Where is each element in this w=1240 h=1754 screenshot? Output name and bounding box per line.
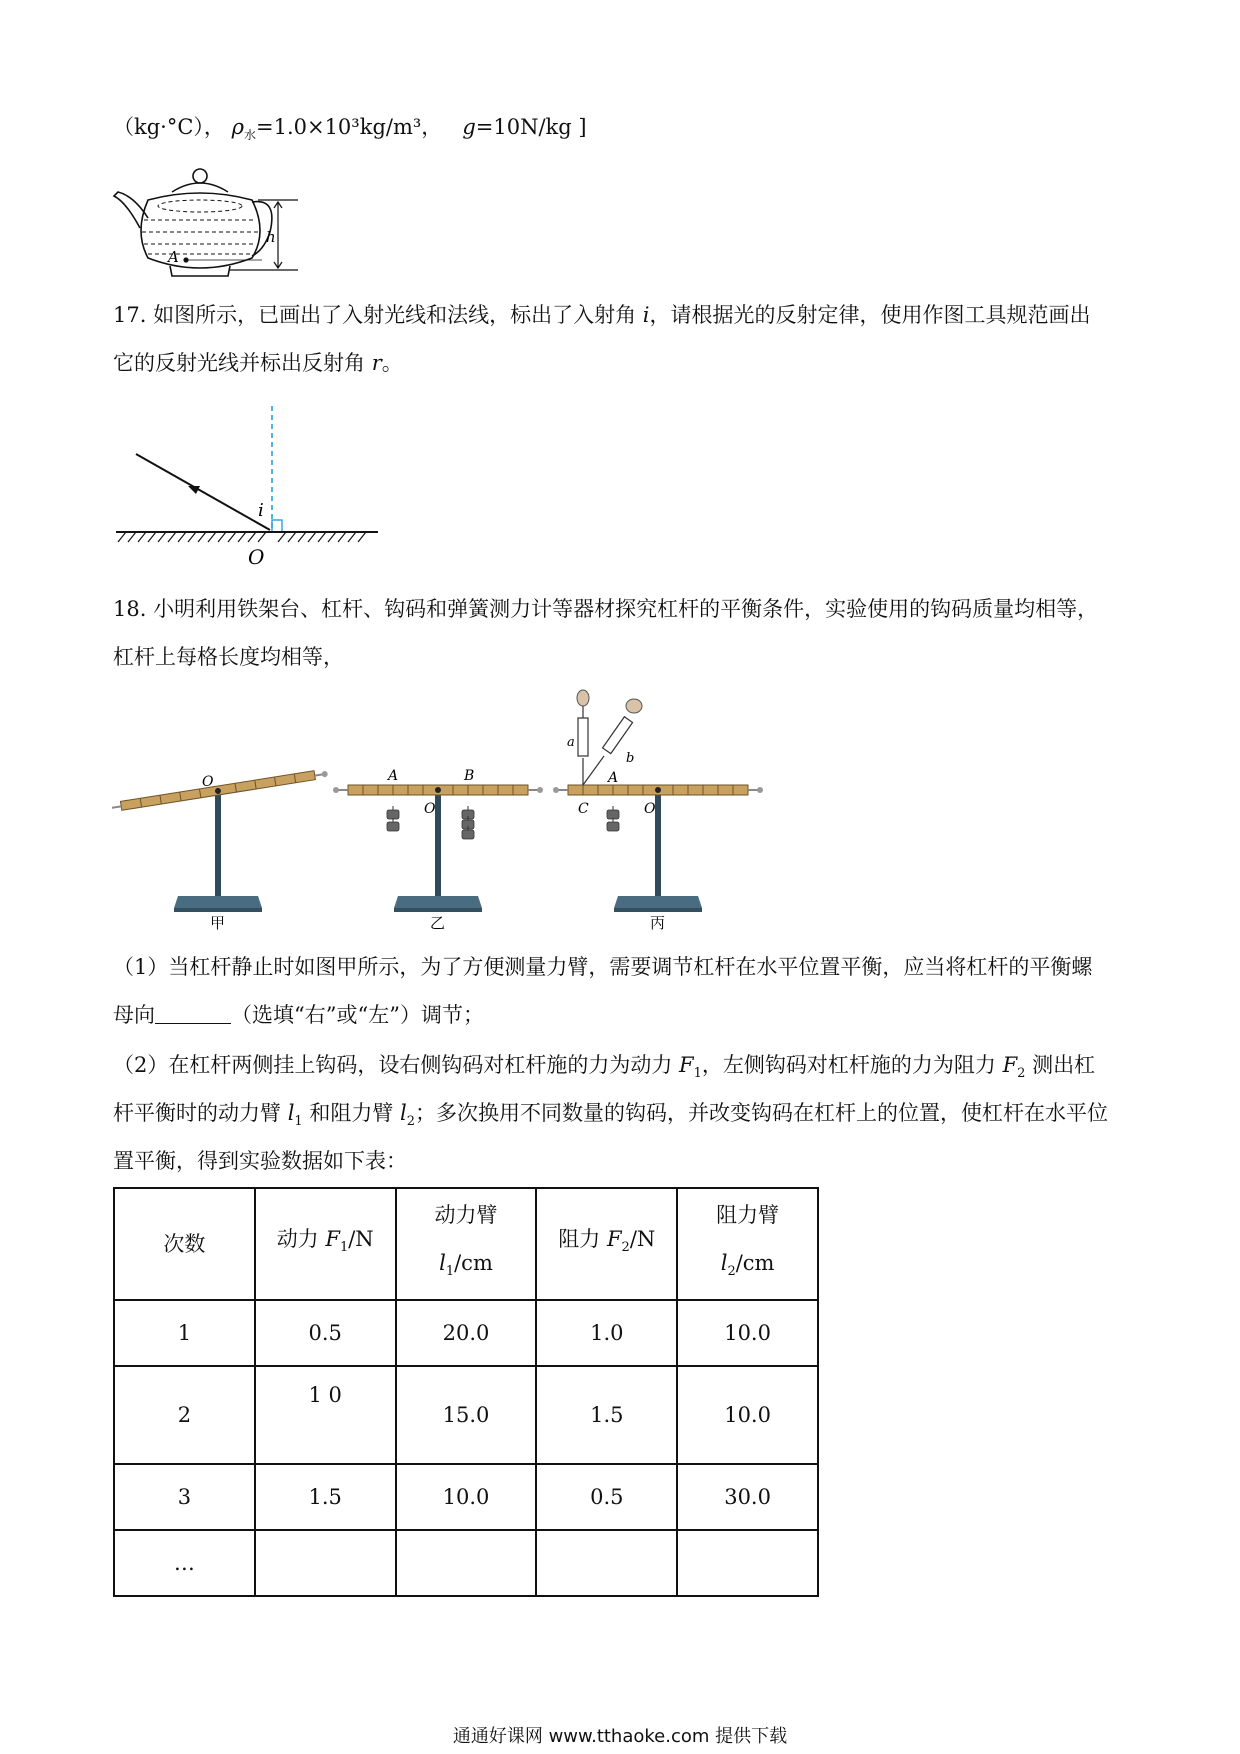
- label-jia: 甲: [210, 914, 226, 932]
- q18-part2-line1: [113, 1050, 1095, 1089]
- h-label: h: [266, 228, 276, 246]
- table-cell: 1.5: [536, 1366, 677, 1464]
- label-bing: 丙: [650, 914, 666, 932]
- rho-symbol: ρ: [231, 115, 244, 139]
- q16-units-line: [113, 112, 587, 150]
- angle-i-symbol: i: [642, 303, 650, 327]
- table-cell: 1.0: [536, 1300, 677, 1366]
- f2-symbol: F: [1002, 1053, 1018, 1077]
- q17-text-c: 它的反射光线并标出反射角: [113, 351, 372, 375]
- q18-line2: 杠杆上每格长度均相等，: [113, 645, 344, 669]
- teapot-figure: [112, 162, 302, 284]
- table-header-row: [114, 1188, 818, 1300]
- part2-text-b: ，左侧钩码对杠杆施的力为阻力: [701, 1053, 1003, 1077]
- q17-text-d: 。: [381, 351, 403, 375]
- header-l2: 阻力臂 $l_2/cm$: [677, 1188, 818, 1300]
- hand-a: [577, 690, 589, 706]
- header-l1: 动力臂 $l_1/cm$: [396, 1188, 537, 1300]
- hand-b: [626, 699, 642, 713]
- lever-yi: [333, 768, 543, 932]
- lever-jia: [112, 769, 328, 932]
- bing-b-small-label: b: [626, 751, 635, 766]
- table-cell: 10.0: [677, 1366, 818, 1464]
- part2-text-f: ；多次换用不同数量的钩码，并改变钩码在杠杆上的位置，使杠杆在水平位: [415, 1101, 1109, 1125]
- teapot-spout: [114, 192, 148, 228]
- f2-sub: 2: [1017, 1066, 1026, 1082]
- table-cell: 20.0: [396, 1300, 537, 1366]
- data-table: [113, 1187, 819, 1597]
- part2-text-e: 和阻力臂: [302, 1101, 401, 1125]
- bing-c-label: C: [578, 801, 589, 817]
- q17-text-a: 17. 如图所示，已画出了入射光线和法线，标出了入射角: [113, 303, 643, 327]
- l2-sub: 2: [406, 1114, 416, 1130]
- l2-symbol: l: [400, 1101, 407, 1125]
- table-cell: [396, 1530, 537, 1596]
- q18-part1-line2: [113, 1000, 484, 1030]
- q17-text-b: ，请根据光的反射定律，使用作图工具规范画出: [649, 303, 1091, 327]
- table-cell: 2: [114, 1366, 255, 1464]
- yi-o-label: O: [424, 801, 436, 817]
- footer-source: 通通好课网 www.tthaoke.com 提供下载: [452, 1726, 788, 1747]
- angle-r-symbol: r: [371, 351, 382, 375]
- q18-part2-line3: 置平衡，得到实验数据如下表：: [113, 1149, 407, 1173]
- header-f2: 阻力 $F_2/N$: [536, 1188, 677, 1300]
- part2-text-a: （2）在杠杆两侧挂上钩码，设右侧钩码对杠杆施的力为动力: [113, 1053, 680, 1077]
- part1-text-b: （选填“右”或“左”）调节；: [231, 1003, 484, 1027]
- spring-balance-b: [603, 717, 633, 754]
- a-label: A: [168, 248, 179, 266]
- q17-line2: [113, 348, 403, 378]
- table-cell: 30.0: [677, 1464, 818, 1530]
- table-cell: 3: [114, 1464, 255, 1530]
- header-count: 次数: [114, 1188, 255, 1300]
- table-cell: 10.0: [396, 1464, 537, 1530]
- yi-b-label: B: [464, 768, 475, 784]
- bing-o-label: O: [644, 801, 656, 817]
- table-cell: …: [114, 1530, 255, 1596]
- table-cell: [536, 1530, 677, 1596]
- part1-text-a: 母向: [113, 1003, 155, 1027]
- table-cell: 0.5: [255, 1300, 396, 1366]
- table-cell: 0.5: [536, 1464, 677, 1530]
- i-label: i: [258, 500, 264, 521]
- table-row: [114, 1300, 818, 1366]
- table-cell: 1 0: [255, 1366, 396, 1464]
- table-cell: [677, 1530, 818, 1596]
- q17-line1: [113, 300, 1090, 330]
- lid: [172, 183, 228, 192]
- unit-text: （kg·°C），: [113, 115, 225, 139]
- table-cell: 10.0: [677, 1300, 818, 1366]
- o-label: O: [248, 545, 265, 569]
- table-cell: 15.0: [396, 1366, 537, 1464]
- lever-bing: [553, 690, 763, 932]
- incident-ray: [136, 454, 270, 530]
- table-cell: 1: [114, 1300, 255, 1366]
- rho-subscript: 水: [243, 128, 256, 143]
- lever-figure: [112, 688, 772, 936]
- rho-value: =1.0×10³kg/m³，: [255, 115, 443, 139]
- lid-knob: [193, 169, 207, 183]
- f1-symbol: F: [679, 1053, 694, 1077]
- table-row: [114, 1530, 818, 1596]
- header-f1: 动力 $F_1/N$: [255, 1188, 396, 1300]
- surface-hatching: [118, 532, 366, 542]
- q18-part2-line2: [113, 1098, 1108, 1137]
- spring-balance-a: [578, 718, 588, 756]
- q18-part1-line1: （1）当杠杆静止时如图甲所示，为了方便测量力臂，需要调节杠杆在水平位置平衡，应当将杠杆的平衡螺: [113, 955, 1093, 979]
- g-value: =10N/kg ]: [475, 115, 587, 139]
- part2-text-c: 测出杠: [1025, 1053, 1096, 1077]
- label-yi: 乙: [430, 914, 446, 932]
- table-row: [114, 1464, 818, 1530]
- f1-sub: 1: [693, 1066, 702, 1082]
- table-cell: 1.5: [255, 1464, 396, 1530]
- q18-line1: 18. 小明利用铁架台、杠杆、钩码和弹簧测力计等器材探究杠杆的平衡条件，实验使用的钩码质量均相等，: [113, 597, 1099, 621]
- bing-a-label: A: [608, 770, 619, 786]
- part2-text-d: 杆平衡时的动力臂: [113, 1101, 288, 1125]
- l1-sub: 1: [294, 1114, 303, 1130]
- table-row: [114, 1366, 818, 1464]
- right-angle-mark: [272, 520, 282, 532]
- teapot-body: [141, 193, 260, 268]
- reflection-figure: [112, 404, 392, 574]
- answer-blank[interactable]: [155, 1001, 231, 1024]
- yi-a-label: A: [388, 768, 399, 784]
- l1-symbol: l: [287, 1101, 295, 1125]
- table-cell: [255, 1530, 396, 1596]
- g-symbol: g: [462, 115, 476, 139]
- jia-o-label: O: [202, 774, 214, 790]
- bing-a-small-label: a: [567, 735, 575, 750]
